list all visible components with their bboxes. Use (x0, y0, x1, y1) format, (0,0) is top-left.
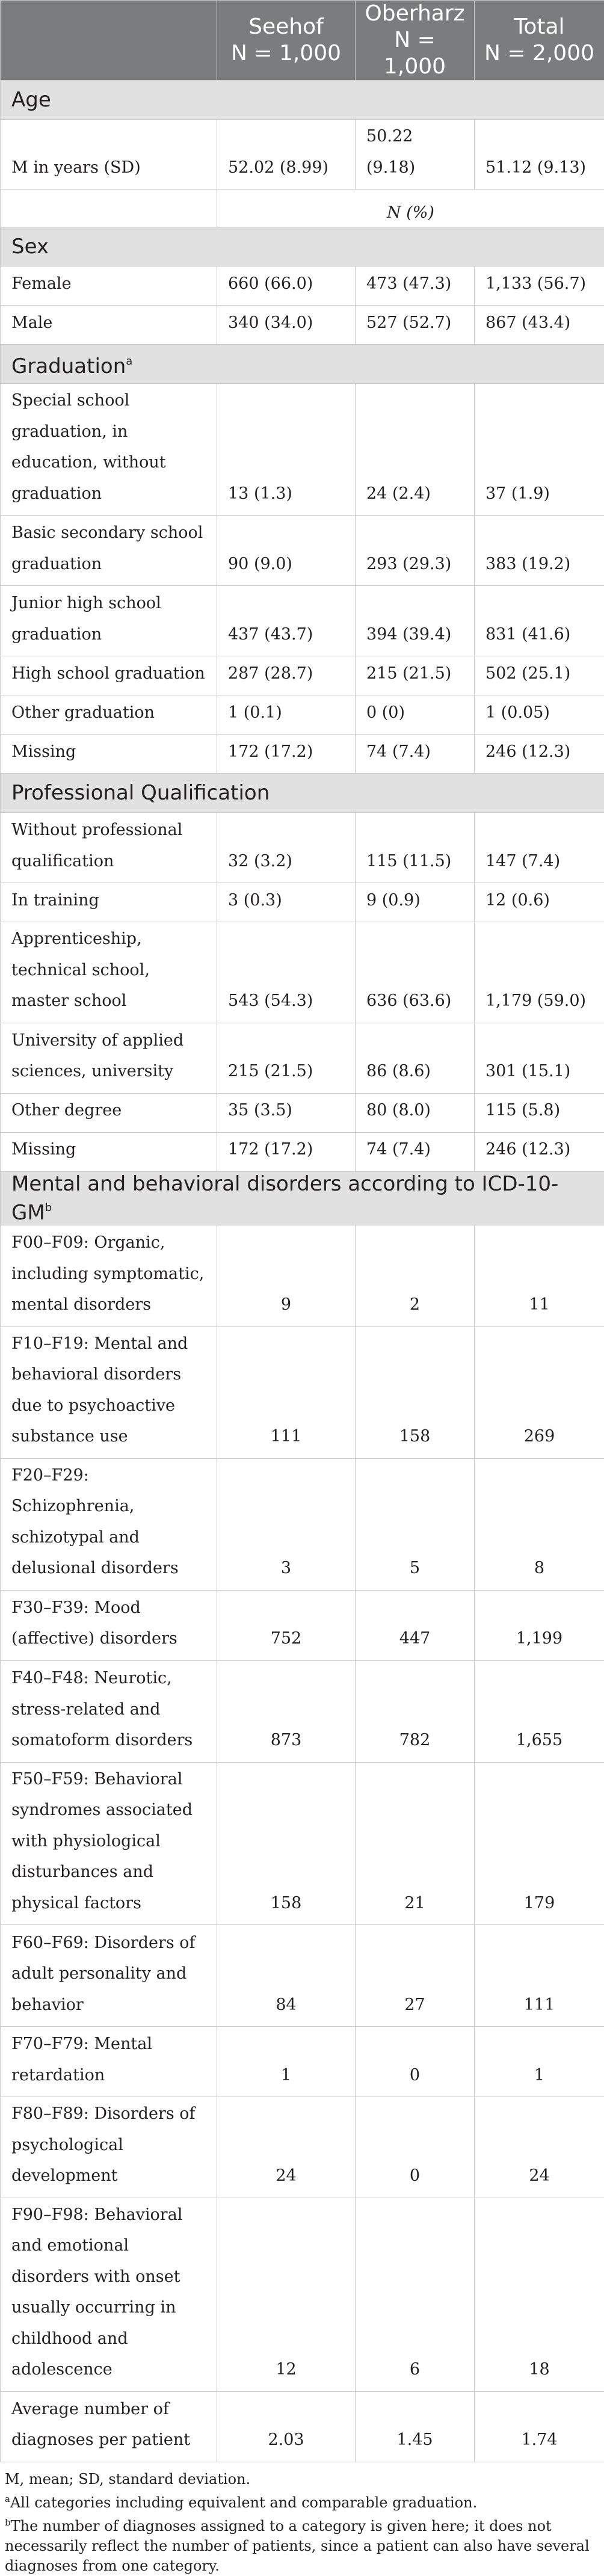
header-empty-cell (1, 1, 217, 81)
cell-seehof: 215 (21.5) (217, 1023, 356, 1093)
section-title: Age (1, 81, 604, 120)
cell-oberharz: 6 (356, 2198, 475, 2391)
footnote-a-text: All categories including equivalent and comparable graduation. (10, 2494, 477, 2511)
blank-cell (1, 190, 217, 227)
table-row (1, 813, 604, 883)
row-label: F90–F98: Behavioral and emotional disorders with onset usually occurring in childhood and adolescence (1, 2198, 217, 2391)
cell-oberharz: 293 (29.3) (356, 516, 475, 586)
cell-seehof: 287 (28.7) (217, 656, 356, 695)
row-label: F60–F69: Disorders of adult personality and behavior (1, 1925, 217, 2027)
cell-seehof: 13 (1.3) (217, 384, 356, 516)
cell-total: 18 (475, 2198, 604, 2391)
cell-oberharz: 1.45 (356, 2391, 475, 2462)
row-label: F00–F09: Organic, including symptomatic, mental disorders (1, 1225, 217, 1327)
cell-seehof: 3 (0.3) (217, 883, 356, 922)
cell-seehof: 752 (217, 1590, 356, 1660)
table-header-row (1, 1, 604, 81)
header-total (475, 1, 604, 81)
cell-oberharz: 115 (11.5) (356, 813, 475, 883)
table-row (1, 120, 604, 190)
section-title: Sex (1, 227, 604, 267)
cell-oberharz: 24 (2.4) (356, 384, 475, 516)
cell-seehof: 3 (217, 1458, 356, 1590)
row-label: In training (1, 883, 217, 922)
cell-seehof: 1 (0.1) (217, 695, 356, 735)
table-row (1, 2027, 604, 2097)
row-label: Without professional qualification (1, 813, 217, 883)
cell-total: 37 (1.9) (475, 384, 604, 516)
table-row (1, 1327, 604, 1458)
cell-total: 502 (25.1) (475, 656, 604, 695)
section-mental-disorders (1, 1171, 604, 1225)
table-row (1, 1590, 604, 1660)
cell-oberharz: 0 (0) (356, 695, 475, 735)
cell-total: 301 (15.1) (475, 1023, 604, 1093)
cell-oberharz: 86 (8.6) (356, 1023, 475, 1093)
cell-oberharz: 158 (356, 1327, 475, 1458)
header-total-n: N = 2,000 (479, 40, 599, 67)
cell-total: 1 (0.05) (475, 695, 604, 735)
cell-total: 269 (475, 1327, 604, 1458)
cell-oberharz: 782 (356, 1660, 475, 1762)
cell-oberharz: 5 (356, 1458, 475, 1590)
cell-total: 831 (41.6) (475, 586, 604, 656)
cell-seehof: 2.03 (217, 2391, 356, 2462)
cell-total: 12 (0.6) (475, 883, 604, 922)
row-label: Special school graduation, in education, without graduation (1, 384, 217, 516)
cell-oberharz: 9 (0.9) (356, 883, 475, 922)
cell-total: 11 (475, 1225, 604, 1327)
cell-seehof: 543 (54.3) (217, 922, 356, 1023)
row-label: F70–F79: Mental retardation (1, 2027, 217, 2097)
cell-seehof: 52.02 (8.99) (217, 120, 356, 190)
cell-seehof: 1 (217, 2027, 356, 2097)
row-label: University of applied sciences, university (1, 1023, 217, 1093)
cell-seehof: 873 (217, 1660, 356, 1762)
cell-oberharz: 0 (356, 2027, 475, 2097)
cell-total: 246 (12.3) (475, 1132, 604, 1171)
header-seehof-n: N = 1,000 (222, 40, 350, 67)
cell-total: 867 (43.4) (475, 306, 604, 345)
table-row (1, 2391, 604, 2462)
table-row (1, 883, 604, 922)
row-label: Missing (1, 1132, 217, 1171)
cell-seehof: 84 (217, 1925, 356, 2027)
n-percent-row (1, 190, 604, 227)
footnote-b-text: The number of diagnoses assigned to a category is given here; it does not necessarily reflect the number of patients, since a patient can also have several diagnoses from one category. (5, 2518, 590, 2574)
table-row (1, 922, 604, 1023)
cell-oberharz: 74 (7.4) (356, 735, 475, 774)
row-label: F20–F29: Schizophrenia, schizotypal and delusional disorders (1, 1458, 217, 1590)
cell-total: 383 (19.2) (475, 516, 604, 586)
row-label: F10–F19: Mental and behavioral disorders due to psychoactive substance use (1, 1327, 217, 1458)
row-label: Junior high school graduation (1, 586, 217, 656)
section-title (1, 345, 604, 384)
footnote-a-marker: a (5, 2494, 10, 2504)
cell-seehof: 111 (217, 1327, 356, 1458)
cell-total: 147 (7.4) (475, 813, 604, 883)
table-row (1, 1660, 604, 1762)
table-row (1, 384, 604, 516)
row-label: High school graduation (1, 656, 217, 695)
table-row (1, 267, 604, 306)
cell-total: 1 (475, 2027, 604, 2097)
cell-oberharz: 2 (356, 1225, 475, 1327)
table-row (1, 2097, 604, 2198)
section-age (1, 81, 604, 120)
cell-seehof: 437 (43.7) (217, 586, 356, 656)
row-label: Other graduation (1, 695, 217, 735)
cell-seehof: 35 (3.5) (217, 1093, 356, 1132)
cell-oberharz: 80 (8.0) (356, 1093, 475, 1132)
section-title-text: Graduation (11, 354, 126, 378)
cell-oberharz: 50.22 (9.18) (356, 120, 475, 190)
row-label: M in years (SD) (1, 120, 217, 190)
section-title (1, 1171, 604, 1225)
table-row (1, 695, 604, 735)
cell-oberharz: 636 (63.6) (356, 922, 475, 1023)
cell-total: 246 (12.3) (475, 735, 604, 774)
n-percent-label: N (%) (217, 190, 604, 227)
footnote-marker: a (126, 355, 132, 368)
table-row (1, 1925, 604, 2027)
row-label: Apprenticeship, technical school, master school (1, 922, 217, 1023)
row-label: F80–F89: Disorders of psychological development (1, 2097, 217, 2198)
table-row (1, 306, 604, 345)
section-title-text: Mental and behavioral disorders according to ICD-10-GM (11, 1172, 558, 1225)
cell-seehof: 12 (217, 2198, 356, 2391)
cell-total: 1,655 (475, 1660, 604, 1762)
table-row (1, 516, 604, 586)
row-label: Average number of diagnoses per patient (1, 2391, 217, 2462)
cell-seehof: 172 (17.2) (217, 735, 356, 774)
cell-total: 24 (475, 2097, 604, 2198)
cell-total: 1,133 (56.7) (475, 267, 604, 306)
cell-total: 1,199 (475, 1590, 604, 1660)
footnote-b-marker: b (5, 2517, 11, 2528)
row-label: F40–F48: Neurotic, stress-related and somatoform disorders (1, 1660, 217, 1762)
section-sex (1, 227, 604, 267)
header-seehof-name: Seehof (222, 14, 350, 40)
cell-total: 51.12 (9.13) (475, 120, 604, 190)
table-row (1, 586, 604, 656)
table-footnotes (0, 2462, 604, 2576)
cell-oberharz: 527 (52.7) (356, 306, 475, 345)
cell-seehof: 90 (9.0) (217, 516, 356, 586)
section-professional-qualification (1, 774, 604, 813)
cell-oberharz: 74 (7.4) (356, 1132, 475, 1171)
row-label: F30–F39: Mood (affective) disorders (1, 1590, 217, 1660)
section-graduation (1, 345, 604, 384)
table-row (1, 735, 604, 774)
header-total-name: Total (479, 14, 599, 40)
cell-oberharz: 21 (356, 1762, 475, 1925)
cell-oberharz: 27 (356, 1925, 475, 2027)
cell-oberharz: 0 (356, 2097, 475, 2198)
cell-total: 1,179 (59.0) (475, 922, 604, 1023)
cell-oberharz: 473 (47.3) (356, 267, 475, 306)
cell-oberharz: 215 (21.5) (356, 656, 475, 695)
table-row (1, 656, 604, 695)
cell-seehof: 32 (3.2) (217, 813, 356, 883)
header-oberharz-name: Oberharz (360, 1, 469, 27)
table-row (1, 1225, 604, 1327)
footnote-b (5, 2513, 599, 2576)
table-row (1, 1093, 604, 1132)
row-label: Basic secondary school graduation (1, 516, 217, 586)
table-row (1, 1762, 604, 1925)
section-title: Professional Qualification (1, 774, 604, 813)
row-label: Male (1, 306, 217, 345)
row-label: Female (1, 267, 217, 306)
cell-oberharz: 394 (39.4) (356, 586, 475, 656)
table-row (1, 1023, 604, 1093)
table-row (1, 1458, 604, 1590)
cell-total: 1.74 (475, 2391, 604, 2462)
row-label: Other degree (1, 1093, 217, 1132)
table-row (1, 1132, 604, 1171)
header-seehof (217, 1, 356, 81)
footnote-a (5, 2489, 599, 2513)
cell-oberharz: 447 (356, 1590, 475, 1660)
cell-total: 8 (475, 1458, 604, 1590)
row-label: F50–F59: Behavioral syndromes associated with physiological disturbances and physical factors (1, 1762, 217, 1925)
cell-total: 179 (475, 1762, 604, 1925)
cell-total: 115 (5.8) (475, 1093, 604, 1132)
footnote-marker: b (45, 1201, 52, 1214)
cell-total: 111 (475, 1925, 604, 2027)
table-row (1, 2198, 604, 2391)
header-oberharz (356, 1, 475, 81)
cell-seehof: 340 (34.0) (217, 306, 356, 345)
cell-seehof: 158 (217, 1762, 356, 1925)
row-label: Missing (1, 735, 217, 774)
cell-seehof: 172 (17.2) (217, 1132, 356, 1171)
cell-seehof: 24 (217, 2097, 356, 2198)
cell-seehof: 660 (66.0) (217, 267, 356, 306)
cell-seehof: 9 (217, 1225, 356, 1327)
footnote-abbreviations: M, mean; SD, standard deviation. (5, 2470, 599, 2489)
header-oberharz-n: N = 1,000 (360, 27, 469, 80)
